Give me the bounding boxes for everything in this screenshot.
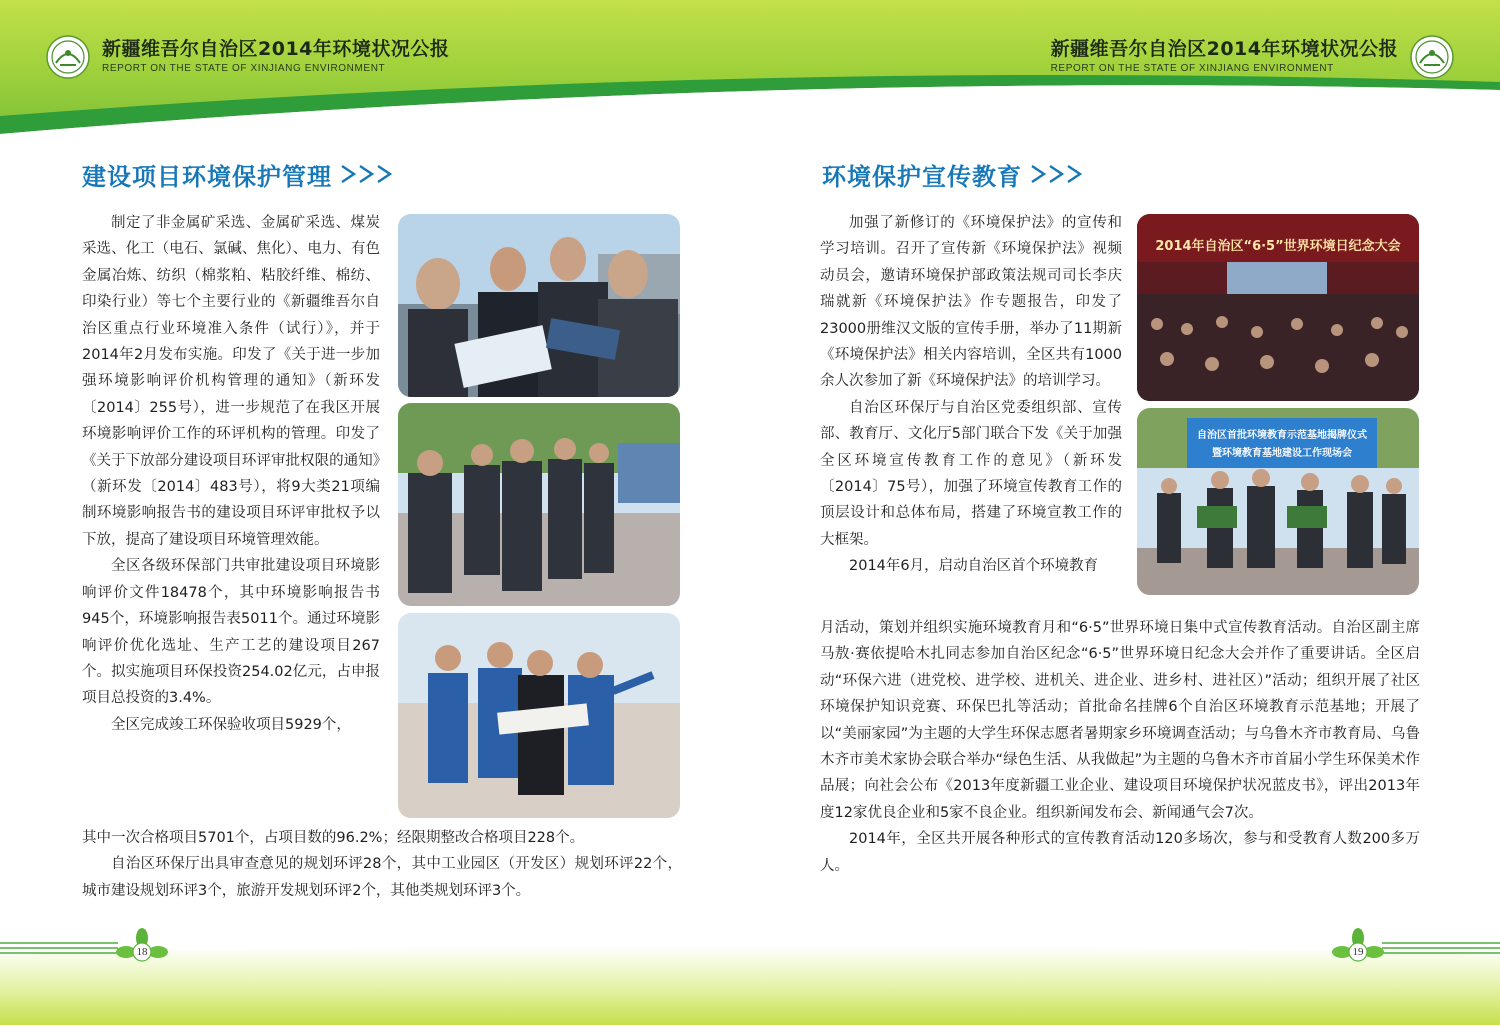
paragraph: 制定了非金属矿采选、金属矿采选、煤炭采选、化工（电石、氯碱、焦化）、电力、有色金属冶炼、纺织（棉浆粕、粘胶纤维、棉纺、印染行业）等七个主要行业的《新疆维吾尔自治区重点行业环境准入条件（试行）》，并于2014年2月发布实施。印发了《关于进一步加强环境影响评价机构管理的通知》（新环发〔2014〕255号），进一步规范了在我区开展环境影响评价工作的环评机构的管理。印发了《关于下放部分建设项目环评审批权限的通知》（新环发〔2014〕483号），将9大类21项编制环境影响报告书的建设项目环评审批权予以下放，提高了建设项目环境管理效能。 — [82, 215, 380, 548]
report-title-en: REPORT ON THE STATE OF XINJIANG ENVIRONMENT — [1050, 63, 1334, 74]
photo-officials-at-desert-site — [398, 613, 680, 818]
right-text-column — [820, 210, 1122, 580]
header-title-left — [102, 34, 449, 74]
report-title-cn: 新疆维吾尔自治区2014年环境状况公报 — [1050, 38, 1398, 60]
report-title-cn: 新疆维吾尔自治区2014年环境状况公报 — [102, 38, 450, 60]
section-title-right — [822, 158, 1086, 190]
paragraph: 2014年6月，启动自治区首个环境教育 — [849, 558, 1099, 575]
ceremony-banner-line1: 自治区首批环境教育示范基地揭牌仪式 — [1197, 430, 1367, 441]
section-heading: 环境保护宣传教育 — [822, 162, 1022, 191]
conference-banner-text: 2014年自治区“6·5”世界环境日纪念大会 — [1155, 239, 1401, 254]
header-title-right — [1051, 34, 1398, 74]
right-text-wide — [820, 615, 1420, 879]
environment-emblem-icon — [1410, 35, 1454, 79]
paragraph: 月活动，策划并组织实施环境教育月和“6·5”世界环境日集中式宣传教育活动。自治区副主席马敖·赛依提哈木扎同志参加自治区纪念“6·5”世界环境日纪念大会并作了重要讲话。全区启动“环保六进（进党校、进学校、进机关、进企业、进乡村、进社区）”活动；组织开展了社区环境保护知识竞赛、环保巴扎等活动；首批命名挂牌6个自治区环境教育示范基地；开展了以“美丽家园”为主题的大学生环保志愿者暑期家乡环境调查活动；与乌鲁木齐市教育局、乌鲁木齐市美术家协会联合举办“绿色生活、从我做起”为主题的乌鲁木齐市首届小学生环保美术作品展；向社会公布《2013年度新疆工业企业、建设项目环境保护状况蓝皮书》，评出2013年度12家优良企业和5家不良企业。组织新闻发布会、新闻通气会7次。 — [820, 620, 1420, 821]
photo-officials-reviewing-documents — [398, 214, 680, 397]
report-title-en: REPORT ON THE STATE OF XINJIANG ENVIRONMENT — [102, 63, 386, 74]
photo-environment-day-conference — [1137, 214, 1419, 401]
paragraph: 加强了新修订的《环境保护法》的宣传和学习培训。召开了宣传新《环境保护法》视频动员会，邀请环境保护部政策法规司司长李庆瑞就新《环境保护法》作专题报告，印发了23000册维汉文版的宣传手册，举办了11期新《环境保护法》相关内容培训，全区共有1000余人次参加了新《环境保护法》的培训学习。 — [820, 215, 1122, 390]
chevrons-right-icon — [340, 163, 396, 185]
photo-officials-inspection-walk — [398, 403, 680, 606]
paragraph: 全区各级环保部门共审批建设项目环境影响评价文件18478个，其中环境影响报告书945个，环境影响报告表5011个。通过环境影响评价优化选址、生产工艺的建设项目267个。拟实施项目环保投资254.02亿元，占申报项目总投资的3.4%。 — [82, 558, 380, 707]
section-title-left — [82, 158, 396, 190]
ceremony-banner-line2: 暨环境教育基地建设工作现场会 — [1212, 448, 1352, 459]
chevrons-right-icon — [1030, 163, 1086, 185]
left-text-wide — [82, 825, 682, 904]
page-number-right: 19 — [1352, 946, 1364, 958]
footer-band — [0, 925, 1500, 1025]
photo-education-base-ceremony — [1137, 408, 1419, 595]
paragraph: 自治区环保厅与自治区党委组织部、宣传部、教育厅、文化厅5部门联合下发《关于加强全区环境宣传教育工作的意见》（新环发〔2014〕75号），加强了环境宣传教育工作的顶层设计和总体布局，搭建了环境宣教工作的大框架。 — [820, 399, 1122, 548]
environment-emblem-icon — [46, 35, 90, 79]
page-number-left: 18 — [136, 946, 148, 958]
paragraph: 2014年，全区共开展各种形式的宣传教育活动120多场次，参与和受教育人数200多万人。 — [820, 831, 1420, 874]
paragraph: 自治区环保厅出具审查意见的规划环评28个，其中工业园区（开发区）规划环评22个，城市建设规划环评3个，旅游开发规划环评2个，其他类规划环评3个。 — [82, 856, 682, 899]
left-text-column — [82, 210, 380, 738]
paragraph: 全区完成竣工环保验收项目5929个， — [111, 716, 351, 733]
paragraph: 其中一次合格项目5701个，占项目数的96.2%；经限期整改合格项目228个。 — [82, 830, 585, 846]
section-heading: 建设项目环境保护管理 — [82, 162, 332, 191]
